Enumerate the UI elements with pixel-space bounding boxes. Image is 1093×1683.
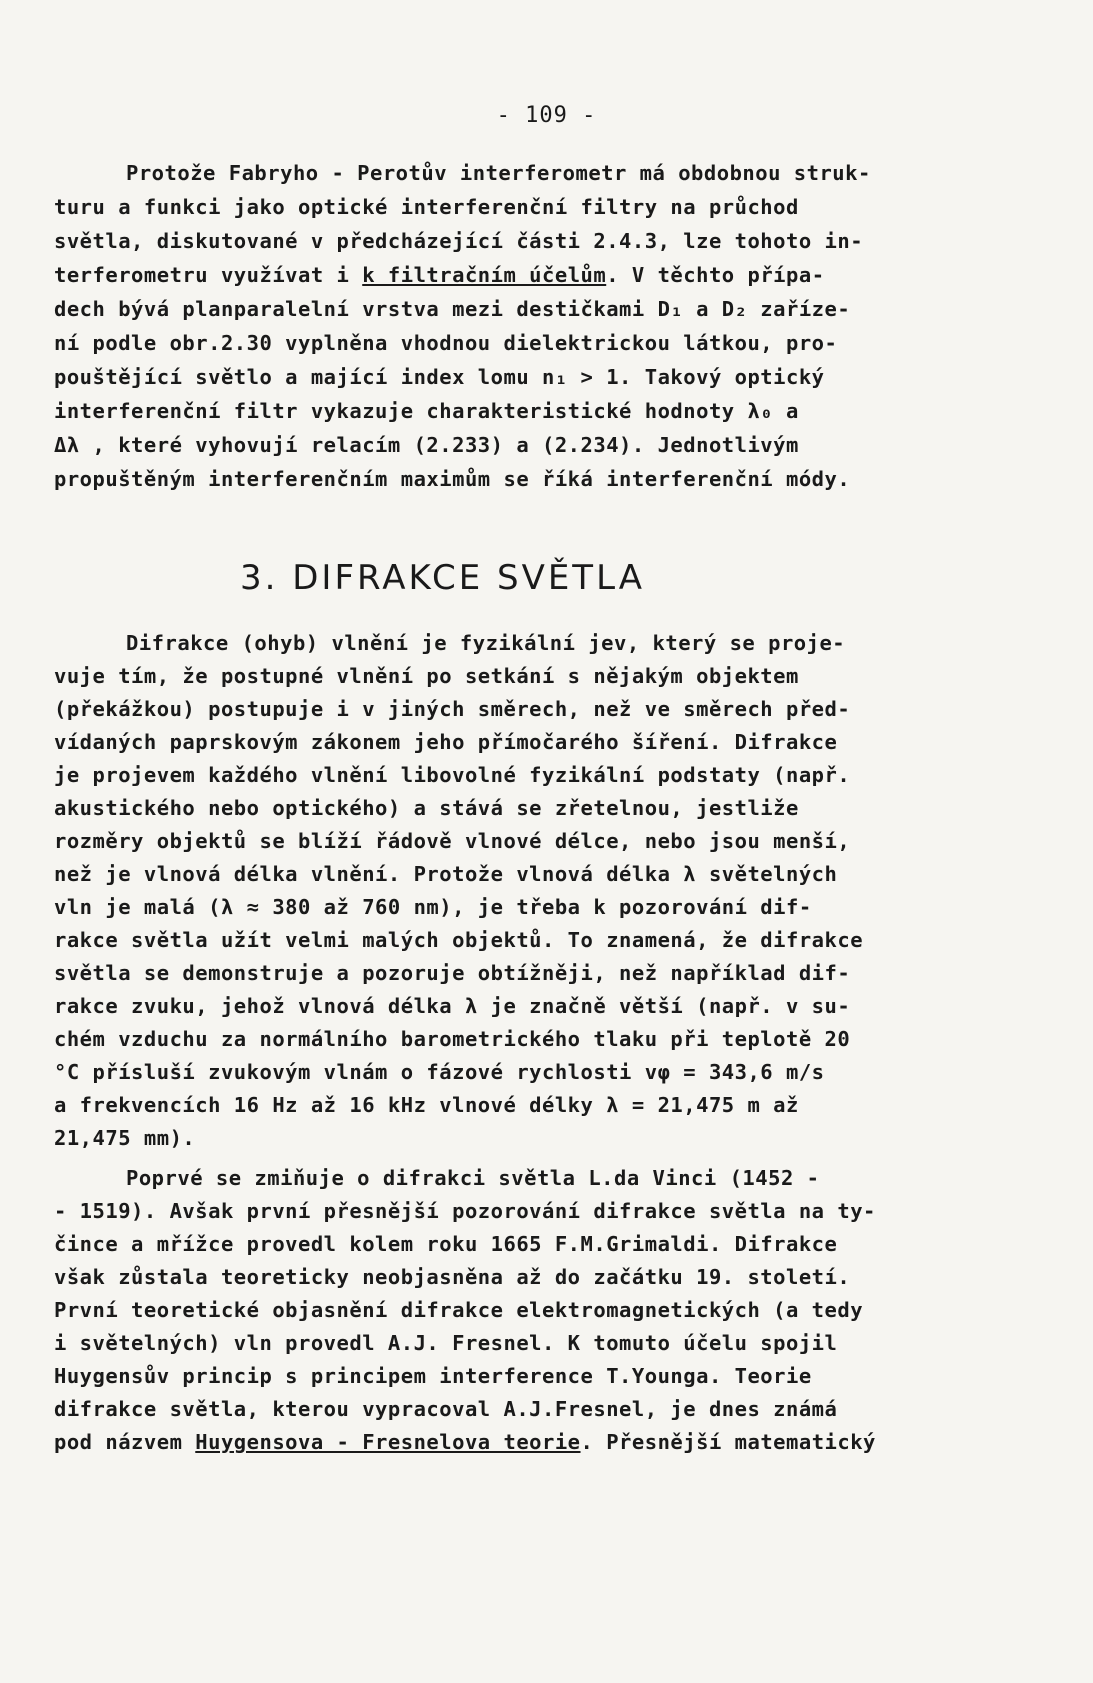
text-line: difrakce světla, kterou vypracoval A.J.Fresnel, je dnes známá <box>54 1397 838 1421</box>
text-segment: terferometru využívat i <box>54 263 363 287</box>
text-line: světla se demonstruje a pozoruje obtížněji, než například dif- <box>54 961 851 985</box>
text-line: 21,475 mm). <box>54 1126 196 1150</box>
text-line: interferenční filtr vykazuje charakteristické hodnoty λ₀ a <box>54 399 799 423</box>
text-line <box>54 260 1050 290</box>
text-line: vídaných paprskovým zákonem jeho přímočarého šíření. Difrakce <box>54 730 838 754</box>
text-line: turu a funkci jako optické interferenční filtry na průchod <box>54 195 799 219</box>
text-line: dech bývá planparalelní vrstva mezi destičkami D₁ a D₂ zaříze- <box>54 297 851 321</box>
text-line: i světelných) vln provedl A.J. Fresnel. K tomuto účelu spojil <box>54 1331 838 1355</box>
text-line: První teoretické objasnění difrakce elektromagnetických (a tedy <box>54 1298 864 1322</box>
text-line: (překážkou) postupuje i v jiných směrech, než ve směrech před- <box>54 697 851 721</box>
text-line <box>54 1427 1050 1457</box>
text-line: a frekvencích 16 Hz až 16 kHz vlnové délky λ = 21,475 m až <box>54 1093 799 1117</box>
text-line: rakce zvuku, jehož vlnová délka λ je značně větší (např. v su- <box>54 994 851 1018</box>
text-line: než je vlnová délka vlnění. Protože vlnová délka λ světelných <box>54 862 838 886</box>
text-line: Poprvé se zmiňuje o difrakci světla L.da Vinci (1452 - <box>126 1166 820 1190</box>
page-number: - 109 - <box>496 103 597 128</box>
text-line: rakce světla užít velmi malých objektů. To znamená, že difrakce <box>54 928 864 952</box>
text-line: propuštěným interferenčním maximům se říká interferenční módy. <box>54 467 851 491</box>
section-heading: 3. DIFRAKCE SVĚTLA <box>240 558 646 598</box>
underlined-text: k filtračním účelům <box>362 263 607 287</box>
text-line: Protože Fabryho - Perotův interferometr má obdobnou struk- <box>126 161 871 185</box>
text-line: vln je malá (λ ≈ 380 až 760 nm), je třeba k pozorování dif- <box>54 895 812 919</box>
text-line: Δλ , které vyhovují relacím (2.233) a (2.234). Jednotlivým <box>54 433 799 457</box>
text-line: Difrakce (ohyb) vlnění je fyzikální jev, který se proje- <box>126 631 846 655</box>
text-line: vuje tím, že postupné vlnění po setkání s nějakým objektem <box>54 664 799 688</box>
underlined-text: Huygensova - Fresnelova teorie <box>195 1430 581 1454</box>
text-line: čince a mřížce provedl kolem roku 1665 F.M.Grimaldi. Difrakce <box>54 1232 838 1256</box>
text-line: akustického nebo optického) a stává se zřetelnou, jestliže <box>54 796 799 820</box>
text-line: pouštějící světlo a mající index lomu n₁ > 1. Takový optický <box>54 365 825 389</box>
text-line: světla, diskutované v předcházející části 2.4.3, lze tohoto in- <box>54 229 864 253</box>
text-segment: . V těchto přípa- <box>606 263 825 287</box>
text-line: - 1519). Avšak první přesnější pozorování difrakce světla na ty- <box>54 1199 876 1223</box>
text-segment: . Přesnější matematický <box>580 1430 876 1454</box>
text-line: Huygensův princip s principem interference T.Younga. Teorie <box>54 1364 812 1388</box>
text-line: je projevem každého vlnění libovolné fyzikální podstaty (např. <box>54 763 851 787</box>
text-line: chém vzduchu za normálního barometrického tlaku při teplotě 20 <box>54 1027 851 1051</box>
text-line: ní podle obr.2.30 vyplněna vhodnou dielektrickou látkou, pro- <box>54 331 838 355</box>
text-line: °C přísluší zvukovým vlnám o fázové rychlosti vφ = 343,6 m/s <box>54 1060 825 1084</box>
text-line: rozměry objektů se blíží řádově vlnové délce, nebo jsou menší, <box>54 829 851 853</box>
text-line: však zůstala teoreticky neobjasněna až do začátku 19. století. <box>54 1265 851 1289</box>
text-segment: pod názvem <box>54 1430 196 1454</box>
